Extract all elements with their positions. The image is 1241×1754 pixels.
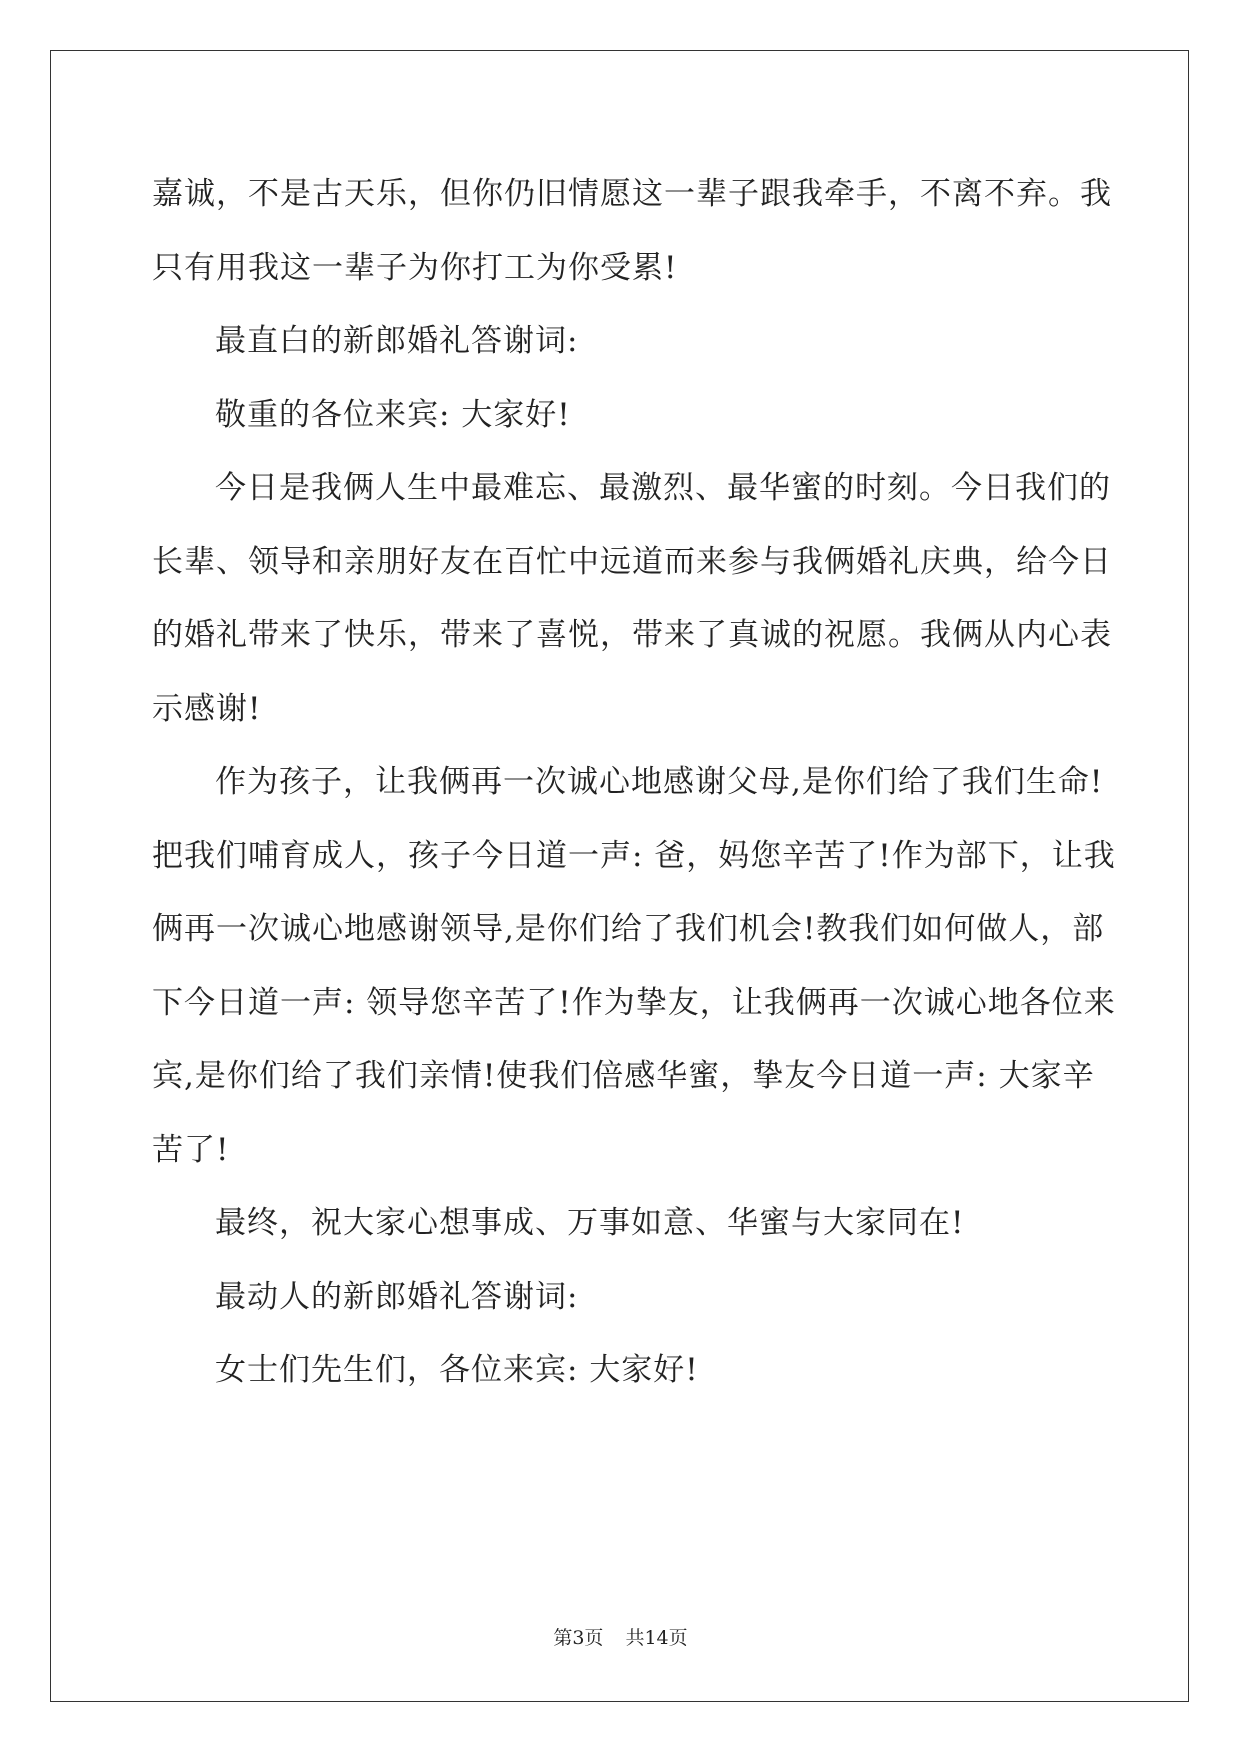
text-line: 俩再一次诚心地感谢领导,是你们给了我们机会!教我们如何做人，部	[152, 911, 1105, 947]
text-line: 今日是我俩人生中最难忘、最激烈、最华蜜的时刻。今日我们的	[215, 470, 1111, 506]
section-heading: 最直白的新郎婚礼答谢词:	[215, 323, 579, 359]
text-line: 嘉诚，不是古天乐，但你仍旧情愿这一辈子跟我牵手，不离不弃。我	[152, 176, 1112, 212]
salutation: 女士们先生们，各位来宾: 大家好!	[215, 1352, 699, 1388]
section-heading: 最动人的新郎婚礼答谢词:	[215, 1278, 579, 1315]
text-line: 下今日道一声: 领导您辛苦了!作为挚友，让我俩再一次诚心地各位来	[152, 984, 1116, 1021]
text-line: 宾,是你们给了我们亲情!使我们倍感华蜜，挚友今日道一声: 大家辛	[152, 1058, 1095, 1094]
page-footer	[0, 1623, 1241, 1650]
text-line: 长辈、领导和亲朋好友在百忙中远道而来参与我俩婚礼庆典，给今日	[152, 543, 1112, 580]
text-line: 作为孩子，让我俩再一次诚心地感谢父母,是你们给了我们生命!	[215, 764, 1104, 800]
salutation: 敬重的各位来宾: 大家好!	[215, 396, 571, 433]
text-line: 把我们哺育成人，孩子今日道一声: 爸，妈您辛苦了!作为部下，让我	[152, 837, 1116, 874]
text-line: 的婚礼带来了快乐，带来了喜悦，带来了真诚的祝愿。我俩从内心表	[152, 617, 1112, 653]
text-line: 最终，祝大家心想事成、万事如意、华蜜与大家同在!	[215, 1205, 965, 1241]
text-line: 苦了!	[152, 1131, 230, 1168]
text-line: 只有用我这一辈子为你打工为你受累!	[152, 249, 678, 286]
document-body	[152, 158, 1116, 1408]
page-number: 第3页	[553, 1627, 604, 1649]
text-line: 示感谢!	[152, 690, 262, 727]
page-total: 共14页	[625, 1627, 688, 1649]
